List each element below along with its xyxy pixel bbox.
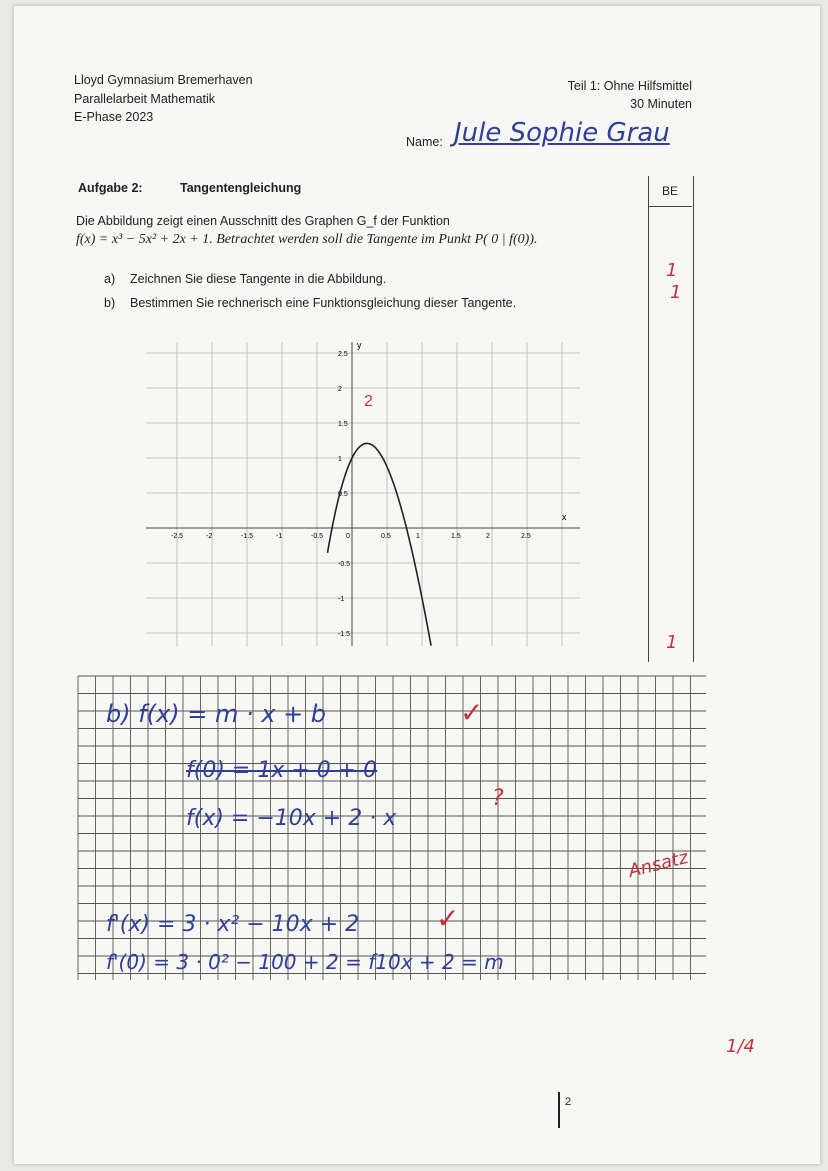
- x-axis-label: x: [562, 512, 567, 522]
- task-intro: Die Abbildung zeigt einen Ausschnitt des Graphen G_f der Funktion: [76, 214, 450, 228]
- page-marker: [558, 1092, 560, 1128]
- solution-line-5: f'(0) = 3 · 0² − 100 + 2 = f10x + 2 = m: [106, 950, 504, 974]
- question-mark: ?: [492, 786, 504, 811]
- solution-line-2: f(0) = 1x + 0 + 0: [186, 758, 378, 783]
- x-tick-label: -1.5: [241, 533, 254, 540]
- y-tick-label: 1.5: [338, 421, 348, 428]
- score-graph: 1: [666, 632, 678, 653]
- y-tick-label: 0.5: [338, 491, 348, 498]
- x-tick-label: 0: [346, 533, 350, 540]
- function-graph: [14, 6, 820, 1164]
- exam-part: Teil 1: Ohne Hilfsmittel: [567, 79, 692, 93]
- score-b: 1: [670, 282, 682, 303]
- task-title: Tangentengleichung: [180, 181, 302, 195]
- check-mark-1: ✓: [460, 696, 484, 729]
- task-number: Aufgabe 2:: [78, 181, 143, 195]
- margin-note: Ansatz: [626, 846, 691, 883]
- function-definition: f(x) = x³ − 5x² + 2x + 1. Betrachtet werden soll die Tangente im Punkt P( 0 | f(0)).: [76, 232, 538, 247]
- subtask-a-text: Zeichnen Sie diese Tangente in die Abbildung.: [130, 272, 387, 286]
- solution-line-4: f'(x) = 3 · x² − 10x + 2: [106, 912, 360, 937]
- subtask-b-label: b): [104, 296, 116, 310]
- subtask-b-text: Bestimmen Sie rechnerisch eine Funktionsgleichung dieser Tangente.: [130, 296, 517, 310]
- x-tick-label: -2: [206, 533, 213, 540]
- y-tick-label: -1: [338, 596, 345, 603]
- x-tick-label: -1: [276, 533, 283, 540]
- phase: E-Phase 2023: [74, 110, 154, 124]
- x-tick-label: -2.5: [171, 533, 184, 540]
- school-name: Lloyd Gymnasium Bremerhaven: [74, 73, 253, 87]
- name-label: Name:: [406, 135, 443, 149]
- y-tick-label: -1.5: [338, 631, 351, 638]
- solution-line-3: f(x) = −10x + 2 · x: [186, 806, 397, 831]
- x-tick-label: 1.5: [451, 533, 461, 540]
- total-score: 1/4: [726, 1036, 755, 1057]
- score-a: 1: [666, 260, 678, 281]
- subject: Parallelarbeit Mathematik: [74, 92, 216, 106]
- solution-line-1: b) f(x) = m · x + b: [106, 700, 327, 728]
- be-label: BE: [662, 184, 679, 198]
- x-tick-label: 1: [416, 533, 420, 540]
- x-tick-label: 0.5: [381, 533, 391, 540]
- duration: 30 Minuten: [630, 97, 692, 111]
- page-number: 2: [565, 1096, 572, 1108]
- check-mark-2: ✓: [436, 902, 460, 935]
- y-tick-label: -0.5: [338, 561, 351, 568]
- x-tick-label: 2: [486, 533, 490, 540]
- handwritten-annotation: 2: [364, 393, 373, 410]
- student-name: Jule Sophie Grau: [454, 118, 670, 148]
- y-tick-label: 2: [338, 386, 342, 393]
- y-axis-label: y: [357, 340, 362, 350]
- y-tick-label: 2.5: [338, 351, 348, 358]
- y-tick-label: 1: [338, 456, 342, 463]
- subtask-a-label: a): [104, 272, 116, 286]
- x-tick-label: 2.5: [521, 533, 531, 540]
- function-curve: [328, 443, 432, 645]
- x-tick-label: -0.5: [311, 533, 324, 540]
- exam-sheet: [14, 6, 820, 1164]
